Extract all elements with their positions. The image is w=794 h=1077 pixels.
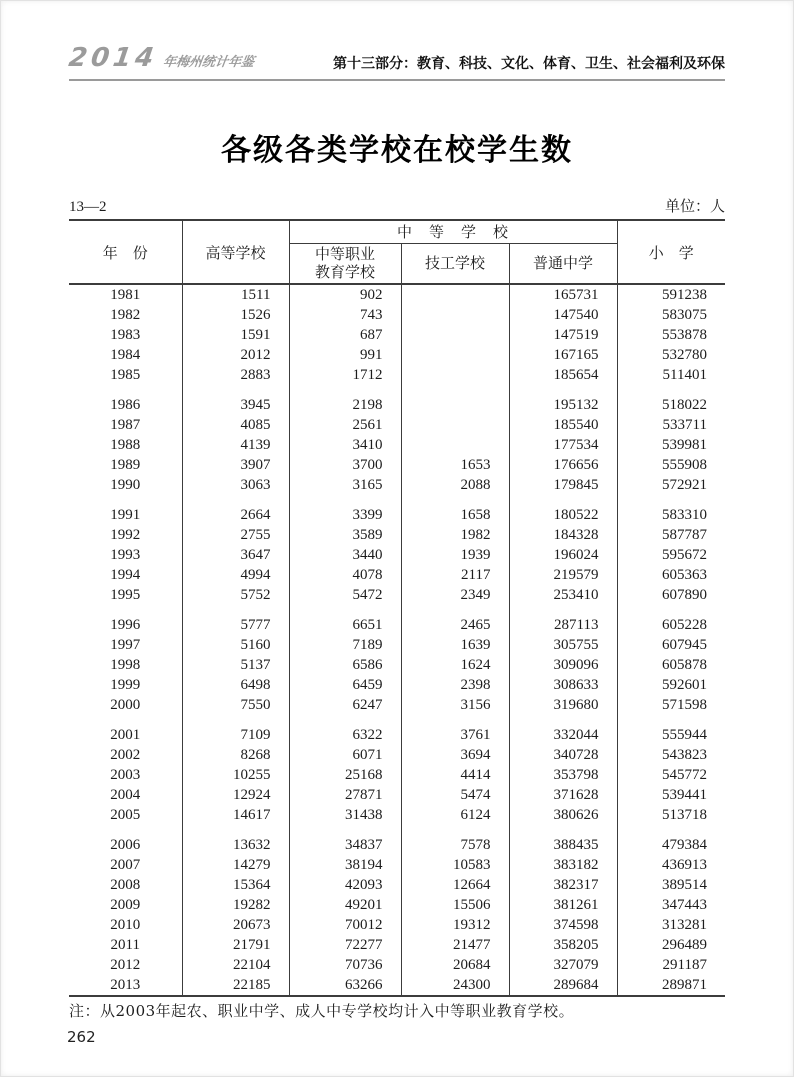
cell-year: 1984 (110, 347, 141, 363)
cell-value: 70736 (289, 955, 401, 975)
cell-value: 6459 (289, 675, 401, 695)
table-row (69, 785, 725, 805)
cell-value: 3907 (182, 455, 289, 475)
table-row (69, 325, 725, 345)
cell-value: 1939 (401, 545, 509, 565)
table-row (69, 435, 725, 455)
cell-value: 1639 (401, 635, 509, 655)
cell-year: 2007 (110, 857, 141, 873)
cell-value (401, 325, 509, 345)
cell-year: 2013 (110, 977, 141, 993)
table-row (69, 635, 725, 655)
cell-value: 3165 (289, 475, 401, 495)
cell-value: 4414 (401, 765, 509, 785)
cell-value: 7189 (289, 635, 401, 655)
table-row (69, 745, 725, 765)
table-row (69, 365, 725, 385)
cell-value: 296489 (617, 935, 725, 955)
gap-cell (509, 495, 617, 505)
cell-value: 4994 (182, 565, 289, 585)
cell-value: 380626 (509, 805, 617, 825)
cell-value: 3700 (289, 455, 401, 475)
cell-value: 24300 (401, 975, 509, 996)
cell-value: 991 (289, 345, 401, 365)
gap-cell (289, 385, 401, 395)
cell-value: 6651 (289, 615, 401, 635)
group-gap-row (69, 385, 725, 395)
cell-value: 3589 (289, 525, 401, 545)
cell-value: 10583 (401, 855, 509, 875)
col-header-regular-middle-school: 普通中学 (509, 243, 617, 284)
gap-cell (182, 385, 289, 395)
cell-year: 1982 (110, 307, 141, 323)
cell-year: 1992 (110, 527, 141, 543)
cell-value: 591238 (617, 284, 725, 305)
cell-year: 1986 (110, 397, 141, 413)
cell-year: 2003 (110, 767, 141, 783)
cell-value: 2117 (401, 565, 509, 585)
gap-cell (401, 715, 509, 725)
table-row (69, 695, 725, 715)
cell-value: 22104 (182, 955, 289, 975)
cell-year: 1989 (110, 457, 141, 473)
gap-cell (289, 825, 401, 835)
cell-year: 2002 (110, 747, 141, 763)
cell-value: 2561 (289, 415, 401, 435)
cell-value: 3410 (289, 435, 401, 455)
cell-value: 3156 (401, 695, 509, 715)
table-row (69, 415, 725, 435)
col-header-higher-education: 高等学校 (182, 220, 289, 284)
cell-value: 2398 (401, 675, 509, 695)
cell-value: 6586 (289, 655, 401, 675)
cell-value: 34837 (289, 835, 401, 855)
cell-value: 2755 (182, 525, 289, 545)
cell-year: 1981 (110, 287, 141, 303)
cell-value: 253410 (509, 585, 617, 605)
group-gap-row (69, 605, 725, 615)
cell-value: 1653 (401, 455, 509, 475)
gap-cell (509, 605, 617, 615)
cell-value: 291187 (617, 955, 725, 975)
cell-value: 6124 (401, 805, 509, 825)
cell-value: 436913 (617, 855, 725, 875)
cell-value: 70012 (289, 915, 401, 935)
logo-suffix-text: 年梅州统计年鉴 (162, 55, 256, 70)
gap-cell (509, 825, 617, 835)
cell-year: 2006 (110, 837, 141, 853)
cell-value: 289684 (509, 975, 617, 996)
cell-value: 25168 (289, 765, 401, 785)
cell-value: 607945 (617, 635, 725, 655)
gap-cell (509, 385, 617, 395)
cell-value: 309096 (509, 655, 617, 675)
table-row (69, 765, 725, 785)
secondary-vocational-line1: 中等职业 (314, 244, 375, 263)
table-row (69, 655, 725, 675)
cell-year: 1994 (110, 567, 141, 583)
cell-value: 147540 (509, 305, 617, 325)
cell-value: 7550 (182, 695, 289, 715)
cell-value: 21791 (182, 935, 289, 955)
cell-value: 1982 (401, 525, 509, 545)
cell-value: 7578 (401, 835, 509, 855)
cell-value: 374598 (509, 915, 617, 935)
cell-value: 4139 (182, 435, 289, 455)
cell-value: 1526 (182, 305, 289, 325)
students-table (69, 219, 725, 997)
cell-value: 195132 (509, 395, 617, 415)
cell-value: 327079 (509, 955, 617, 975)
cell-value: 4085 (182, 415, 289, 435)
cell-value (401, 395, 509, 415)
cell-value: 5752 (182, 585, 289, 605)
gap-cell (289, 495, 401, 505)
cell-value: 6498 (182, 675, 289, 695)
group-gap-row (69, 825, 725, 835)
unit-label: 单位：人 (664, 197, 725, 215)
logo-year-text: 2014 (66, 43, 160, 73)
cell-value: 532780 (617, 345, 725, 365)
cell-value: 5137 (182, 655, 289, 675)
gap-cell (182, 825, 289, 835)
cell-value: 1658 (401, 505, 509, 525)
cell-value: 2088 (401, 475, 509, 495)
table-row (69, 975, 725, 996)
table-header (69, 220, 725, 284)
table-row (69, 875, 725, 895)
cell-value: 332044 (509, 725, 617, 745)
cell-value: 19312 (401, 915, 509, 935)
cell-value: 2883 (182, 365, 289, 385)
cell-value: 347443 (617, 895, 725, 915)
table-meta (69, 195, 725, 219)
cell-value: 27871 (289, 785, 401, 805)
gap-cell (617, 825, 725, 835)
cell-value: 3440 (289, 545, 401, 565)
cell-value: 219579 (509, 565, 617, 585)
cell-value: 12664 (401, 875, 509, 895)
gap-cell (401, 825, 509, 835)
cell-value: 13632 (182, 835, 289, 855)
gap-cell (401, 495, 509, 505)
cell-value: 313281 (617, 915, 725, 935)
table-number: 13—2 (69, 199, 107, 215)
cell-value: 185540 (509, 415, 617, 435)
cell-value: 1591 (182, 325, 289, 345)
cell-value (401, 365, 509, 385)
cell-value: 595672 (617, 545, 725, 565)
section-title: 第十三部分：教育、科技、文化、体育、卫生、社会福利及环保 (333, 56, 725, 72)
cell-year: 2001 (110, 727, 141, 743)
cell-value: 287113 (509, 615, 617, 635)
gap-cell (182, 715, 289, 725)
cell-value: 22185 (182, 975, 289, 996)
cell-value: 167165 (509, 345, 617, 365)
cell-year: 2010 (110, 917, 141, 933)
group-gap-row (69, 495, 725, 505)
table-row (69, 395, 725, 415)
cell-value: 389514 (617, 875, 725, 895)
cell-value: 12924 (182, 785, 289, 805)
cell-value: 687 (289, 325, 401, 345)
cell-value: 340728 (509, 745, 617, 765)
cell-value: 20673 (182, 915, 289, 935)
yearbook-logo (66, 43, 256, 73)
gap-cell (289, 605, 401, 615)
cell-value: 14279 (182, 855, 289, 875)
cell-value: 1511 (182, 284, 289, 305)
cell-value: 605228 (617, 615, 725, 635)
gap-cell (69, 495, 182, 505)
table-row (69, 835, 725, 855)
table-row (69, 915, 725, 935)
cell-value: 543823 (617, 745, 725, 765)
cell-value: 539981 (617, 435, 725, 455)
cell-value (401, 435, 509, 455)
cell-value: 3761 (401, 725, 509, 745)
table-row (69, 585, 725, 605)
group-gap-row (69, 715, 725, 725)
cell-value: 571598 (617, 695, 725, 715)
cell-value: 513718 (617, 805, 725, 825)
cell-value: 479384 (617, 835, 725, 855)
cell-value (401, 284, 509, 305)
cell-value (401, 345, 509, 365)
cell-value: 5474 (401, 785, 509, 805)
table-row (69, 305, 725, 325)
gap-cell (69, 605, 182, 615)
table-row (69, 955, 725, 975)
cell-value: 555944 (617, 725, 725, 745)
table-row (69, 565, 725, 585)
cell-value: 4078 (289, 565, 401, 585)
cell-value: 7109 (182, 725, 289, 745)
cell-value: 3694 (401, 745, 509, 765)
cell-value: 5160 (182, 635, 289, 655)
cell-value: 5777 (182, 615, 289, 635)
gap-cell (182, 495, 289, 505)
cell-value: 21477 (401, 935, 509, 955)
cell-value: 319680 (509, 695, 617, 715)
cell-value: 19282 (182, 895, 289, 915)
cell-value: 176656 (509, 455, 617, 475)
cell-year: 2004 (110, 787, 141, 803)
col-header-secondary-group: 中 等 学 校 (289, 220, 617, 243)
col-header-primary-school: 小 学 (617, 220, 725, 284)
cell-value: 607890 (617, 585, 725, 605)
gap-cell (617, 605, 725, 615)
cell-value: 147519 (509, 325, 617, 345)
cell-value: 381261 (509, 895, 617, 915)
table-row (69, 675, 725, 695)
table-row (69, 525, 725, 545)
cell-year: 1997 (110, 637, 141, 653)
cell-value: 196024 (509, 545, 617, 565)
cell-value: 38194 (289, 855, 401, 875)
cell-value: 553878 (617, 325, 725, 345)
cell-value: 15506 (401, 895, 509, 915)
cell-value: 177534 (509, 435, 617, 455)
gap-cell (289, 715, 401, 725)
cell-value: 388435 (509, 835, 617, 855)
gap-cell (69, 715, 182, 725)
cell-year: 1988 (110, 437, 141, 453)
cell-value: 382317 (509, 875, 617, 895)
cell-value: 15364 (182, 875, 289, 895)
cell-year: 2012 (110, 957, 141, 973)
cell-value: 587787 (617, 525, 725, 545)
cell-value: 308633 (509, 675, 617, 695)
cell-value: 555908 (617, 455, 725, 475)
table-row (69, 455, 725, 475)
cell-value: 3945 (182, 395, 289, 415)
cell-year: 2008 (110, 877, 141, 893)
cell-value: 572921 (617, 475, 725, 495)
cell-value: 6322 (289, 725, 401, 745)
table-row (69, 725, 725, 745)
cell-value: 592601 (617, 675, 725, 695)
cell-value: 305755 (509, 635, 617, 655)
col-header-secondary-vocational (289, 243, 401, 284)
cell-value: 545772 (617, 765, 725, 785)
table-row (69, 615, 725, 635)
page-title: 各级各类学校在校学生数 (221, 133, 573, 168)
cell-value: 31438 (289, 805, 401, 825)
table-body (69, 284, 725, 996)
cell-value: 2664 (182, 505, 289, 525)
running-header (66, 1, 725, 81)
col-header-technical-school: 技工学校 (401, 243, 509, 284)
cell-year: 1990 (110, 477, 141, 493)
table-row (69, 475, 725, 495)
cell-value: 2012 (182, 345, 289, 365)
cell-value: 1624 (401, 655, 509, 675)
cell-year: 1999 (110, 677, 141, 693)
cell-year: 1983 (110, 327, 141, 343)
cell-year: 2005 (110, 807, 141, 823)
cell-value: 353798 (509, 765, 617, 785)
cell-year: 1996 (110, 617, 141, 633)
cell-value: 165731 (509, 284, 617, 305)
cell-year: 2011 (110, 937, 140, 953)
gap-cell (401, 385, 509, 395)
cell-value: 2349 (401, 585, 509, 605)
table-row (69, 505, 725, 525)
table-row (69, 345, 725, 365)
cell-value: 605363 (617, 565, 725, 585)
cell-value: 583310 (617, 505, 725, 525)
cell-value: 63266 (289, 975, 401, 996)
cell-value: 184328 (509, 525, 617, 545)
cell-value: 358205 (509, 935, 617, 955)
cell-value: 14617 (182, 805, 289, 825)
table-row (69, 855, 725, 875)
cell-value: 179845 (509, 475, 617, 495)
gap-cell (69, 385, 182, 395)
cell-value: 5472 (289, 585, 401, 605)
cell-value: 533711 (617, 415, 725, 435)
cell-year: 1998 (110, 657, 141, 673)
cell-value: 3399 (289, 505, 401, 525)
cell-value: 371628 (509, 785, 617, 805)
cell-value: 743 (289, 305, 401, 325)
table-note: 注：从2003年起农、职业中学、成人中专学校均计入中等职业教育学校。 (69, 1002, 575, 1020)
col-header-year: 年 份 (69, 220, 182, 284)
gap-cell (182, 605, 289, 615)
cell-value: 10255 (182, 765, 289, 785)
cell-year: 1991 (110, 507, 141, 523)
cell-value: 72277 (289, 935, 401, 955)
cell-value: 2465 (401, 615, 509, 635)
cell-year: 1993 (110, 547, 141, 563)
cell-value: 511401 (617, 365, 725, 385)
cell-value: 539441 (617, 785, 725, 805)
gap-cell (617, 495, 725, 505)
secondary-vocational-line2: 教育学校 (314, 263, 375, 282)
table-row (69, 545, 725, 565)
cell-value: 2198 (289, 395, 401, 415)
cell-year: 1985 (110, 367, 141, 383)
cell-value (401, 415, 509, 435)
cell-value: 383182 (509, 855, 617, 875)
cell-value: 3647 (182, 545, 289, 565)
gap-cell (617, 385, 725, 395)
cell-value: 1712 (289, 365, 401, 385)
cell-year: 1987 (110, 417, 141, 433)
cell-value: 180522 (509, 505, 617, 525)
cell-value: 6247 (289, 695, 401, 715)
cell-value: 902 (289, 284, 401, 305)
cell-value: 8268 (182, 745, 289, 765)
table-row (69, 895, 725, 915)
cell-year: 2009 (110, 897, 141, 913)
cell-value: 6071 (289, 745, 401, 765)
cell-year: 1995 (110, 587, 141, 603)
cell-value: 518022 (617, 395, 725, 415)
page-number: 262 (67, 1028, 96, 1046)
gap-cell (69, 825, 182, 835)
cell-value: 185654 (509, 365, 617, 385)
table-row (69, 284, 725, 305)
cell-value: 583075 (617, 305, 725, 325)
cell-value: 3063 (182, 475, 289, 495)
gap-cell (617, 715, 725, 725)
gap-cell (401, 605, 509, 615)
cell-value: 605878 (617, 655, 725, 675)
gap-cell (509, 715, 617, 725)
cell-value: 49201 (289, 895, 401, 915)
cell-year: 2000 (110, 697, 141, 713)
cell-value: 42093 (289, 875, 401, 895)
cell-value: 289871 (617, 975, 725, 996)
table-row (69, 935, 725, 955)
cell-value: 20684 (401, 955, 509, 975)
cell-value (401, 305, 509, 325)
table-row (69, 805, 725, 825)
